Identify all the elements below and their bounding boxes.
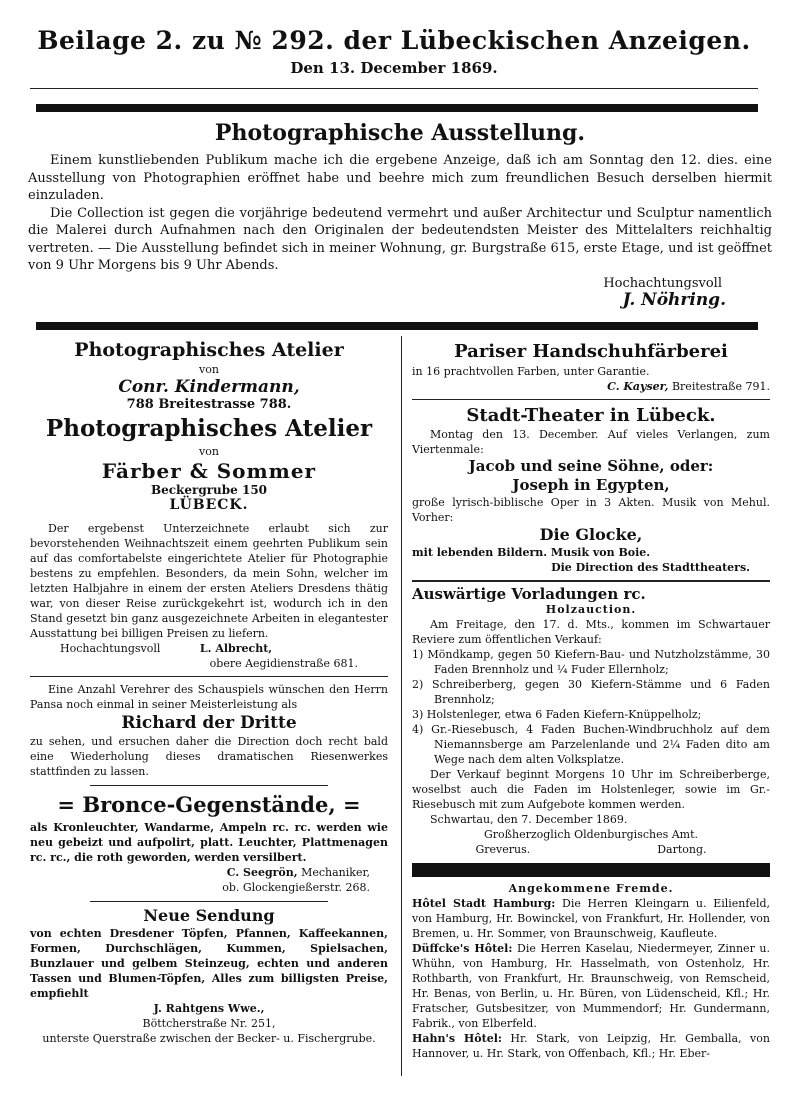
left-divider-2 [90,785,328,786]
bronce-text: als Kronleuchter, Wandarme, Ampeln rc. rc. werden wie neu gebeizt und aufpolirt, platt. Leuchter, Plattmenagen rc. rc., die roth geworden, werden versilbert. [30,821,388,864]
fremde-entry [412,1031,770,1061]
fremde-text: Die Herren Kaselau, Niedermeyer, Zinner u. Whühn, von Hamburg, Hr. Hasselmath, von Ostenholz, Hr. Rothbarth, von Frankfurt, Hr. Braunschweig, von Remscheid, Hr. Benas, von Berlin, u. Hr. Büren, von Lüdenscheid, Kfl.; Hr. Fratscher, Gutsbesitzer, von Mummendorf; Hr. Gundermann, Fabrik., von Elberfeld. [412,942,771,1030]
masthead-date: Den 13. December 1869. [290,59,498,77]
fremde-hotel: Hôtel Stadt Hamburg: [412,897,556,910]
theater-signature: Die Direction des Stadttheaters. [551,561,750,574]
theater-play1: Jacob und seine Söhne, oder: [468,457,714,475]
photo-exhibition-closing: Hochachtungsvoll [603,275,722,291]
masthead [30,26,758,78]
vorladungen-item: 2) Schreiberberg, gegen 30 Kiefern-Stämme und 6 Faden Brennholz; [412,678,770,706]
heavy-rule-top [36,104,758,112]
kayser-name: C. Kayser, [607,380,669,393]
vorladungen-signatures [412,842,770,857]
sendung-ad [30,906,388,1046]
richard-title: Richard der Dritte [121,713,297,733]
richard-ad [30,682,388,779]
albrecht-name: L. Albrecht, [199,642,273,655]
albrecht-text: Der ergebenst Unterzeichnete erlaubt sich zur bevorstehenden Weihnachtszeit einem geehrten Publikum sein auf das comfortabelste eingerichtete Atelier für Photographie bestens zu empfehlen. Besonders, da mein Sohn, welcher im letzten Halbjahre in einem der ersten Ateliers Dresdens thätig war, von dieser Reise zurückgekehrt ist, wodurch ich in den Stand gesetzt bin ganz ausgezeichnete Arbeiten in elegantester Ausstattung bei billigen Preisen zu liefern. [30,522,388,640]
theater-play1b: Joseph in Egypten, [512,476,670,494]
photo-exhibition-signature: J. Nöhring. [622,290,726,310]
left-column [30,332,388,1046]
albrecht-ad [30,521,388,671]
fremde-heading: Angekommene Fremde. [508,882,674,895]
fremde-hotel: Hahn's Hôtel: [412,1032,502,1045]
vorladungen-sig2: Dartong. [657,843,707,856]
vorladungen-item: 4) Gr.-Riesebusch, 4 Faden Buchen-Windbruchholz auf dem Niemannsberge am Parzelenlande und 2¼ Faden dito am Wege nach dem alten Volksplatze. [412,723,770,766]
vorladungen-date: Schwartau, den 7. December 1869. [430,813,628,826]
photo-exhibition-heading: Photographische Ausstellung. [214,120,586,146]
fremde-bar [412,863,770,877]
fremde-text: Hr. Stark, von Leipzig, Hr. Gemballa, von Hannover, u. Hr. Stark, von Offenbach, Kfl.; Hr. Eber- [412,1032,770,1060]
vorladungen-sub: Holzauction. [545,603,637,616]
faerber-ad [30,414,388,513]
bronce-heading: = Bronce-Gegenstände, = [57,792,361,817]
vorladungen-sig1: Greverus. [475,843,531,856]
kindermann-address: 788 Breitestrasse 788. [126,397,292,412]
theater-line2: große lyrisch-biblische Oper in 3 Akten. Musik von Mehul. Vorher: [412,496,770,524]
vorladungen-items [412,647,770,767]
column-divider [401,336,402,1076]
right-column [412,332,770,1061]
kayser-sig [412,379,770,394]
faerber-name: Färber & Sommer [101,459,317,483]
bronce-role: Mechaniker, [301,866,370,879]
richard-text1: Eine Anzahl Verehrer des Schauspiels wünschen den Herrn Pansa noch einmal in seiner Meisterleistung als [30,683,388,711]
fremde-text: Die Herren Kleingarn u. Eilienfeld, von Hamburg, Hr. Bowinckel, von Frankfurt, Hr. Hollender, von Bremen, u. Hr. Sommer, von Braunschweig, Kaufleute. [412,897,771,940]
sendung-text: von echten Dresdener Töpfen, Pfannen, Kaffeekannen, Formen, Durchschlägen, Kummen, Spielsachen, Bunzlauer und gelbem Steinzeug, echten und anderen Tassen und Blumen-Töpfen, Alles zum billigsten Preise, empfiehlt [30,927,388,1000]
kayser-address: Breitestraße 791. [671,380,770,393]
vorladungen-item: 1) Möndkamp, gegen 50 Kiefern-Bau- und Nutzholzstämme, 30 Faden Brennholz und ¼ Fuder Ellernholz; [412,648,770,676]
faerber-address: Beckergrube 150 [150,483,268,497]
photo-exhibition-para2: Die Collection ist gegen die vorjährige bedeutend vermehrt und außer Architectur und Sculptur namentlich die Malerei durch Aufnahmen nach den Originalen der bedeutendsten Meister des Mittelalters reichhaltig vertreten. — Die Ausstellung befindet sich in meiner Wohnung, gr. Burgstraße 615, erste Etage, und ist geöffnet von 9 Uhr Morgens bis 9 Uhr Abends. [28,205,772,273]
albrecht-closing: Hochachtungsvoll [60,642,161,655]
bronce-sig-line [30,865,370,880]
kayser-text: in 16 prachtvollen Farben, unter Garantie. [412,365,650,378]
fremde-ad [412,881,770,1061]
kindermann-name: Conr. Kindermann, [118,377,300,397]
vorladungen-text: Der Verkauf beginnt Morgens 10 Uhr im Schreiberberge, woselbst auch die Faden im Holstenleger, sowie im Gr.-Riesebusch mit zum Aufgebote kommen werden. [412,768,770,811]
sendung-name: J. Rahtgens Wwe., [153,1002,265,1015]
photo-exhibition-para1: Einem kunstliebenden Publikum mache ich die ergebene Anzeige, daß ich am Sonntag den 12. dies. eine Ausstellung von Photographien eröffnet habe und beehre mich zum freundlichen Besuch derselben hiermit einzuladen. [28,153,772,203]
vorladungen-office: Großherzoglich Oldenburgisches Amt. [483,828,699,841]
kayser-heading: Pariser Handschuhfärberei [454,341,728,362]
masthead-rule [30,88,758,89]
kayser-ad [412,340,770,394]
vorladungen-intro: Am Freitage, den 17. d. Mts., kommen im Schwartauer Reviere zum öffentlichen Verkauf: [412,618,770,646]
albrecht-address: obere Aegidienstraße 681. [209,657,358,670]
fremde-entry [412,896,770,941]
kindermann-von: von [199,363,219,376]
vorladungen-heading: Auswärtige Vorladungen rc. [412,585,646,603]
theater-ad [412,405,770,575]
theater-play2: Die Glocke, [539,525,643,544]
vorladungen-ad [412,587,770,857]
kindermann-heading: Photographisches Atelier [74,339,344,361]
sendung-heading: Neue Sendung [143,906,275,925]
albrecht-closing-line [30,641,388,656]
sendung-address2: unterste Querstraße zwischen der Becker- u. Fischergrube. [42,1032,376,1045]
fremde-hotel: Düffcke's Hôtel: [412,942,513,955]
kindermann-ad [30,338,388,412]
vorladungen-item: 3) Holstenleger, etwa 6 Faden Kiefern-Knüppelholz; [412,708,702,721]
richard-text2: zu sehen, und ersuchen daher die Direction doch recht bald eine Wiederholung dieses dramatischen Riesenwerkes stattfinden zu lassen. [30,735,388,778]
masthead-title: Beilage 2. zu № 292. der Lübeckischen Anzeigen. [37,26,751,55]
faerber-heading: Photographisches Atelier [45,415,373,442]
photo-exhibition-ad [28,118,772,310]
theater-heading: Stadt-Theater in Lübeck. [466,405,716,426]
right-divider-2 [412,580,770,582]
theater-line1: Montag den 13. December. Auf vieles Verlangen, zum Viertenmale: [412,428,770,456]
heavy-rule-mid [36,322,758,330]
sendung-address: Böttcherstraße Nr. 251, [142,1017,276,1030]
left-divider-3 [90,901,328,902]
right-divider-1 [412,399,770,400]
bronce-ad [30,790,388,895]
left-divider-1 [30,676,388,677]
fremde-entry [412,941,770,1031]
faerber-von: von [199,445,219,458]
faerber-city: LÜBECK. [169,497,249,513]
bronce-address: ob. Glockengießerstr. 268. [222,881,370,894]
theater-line3: mit lebenden Bildern. Musik von Boie. [412,546,651,559]
bronce-name: C. Seegrön, [226,866,298,879]
